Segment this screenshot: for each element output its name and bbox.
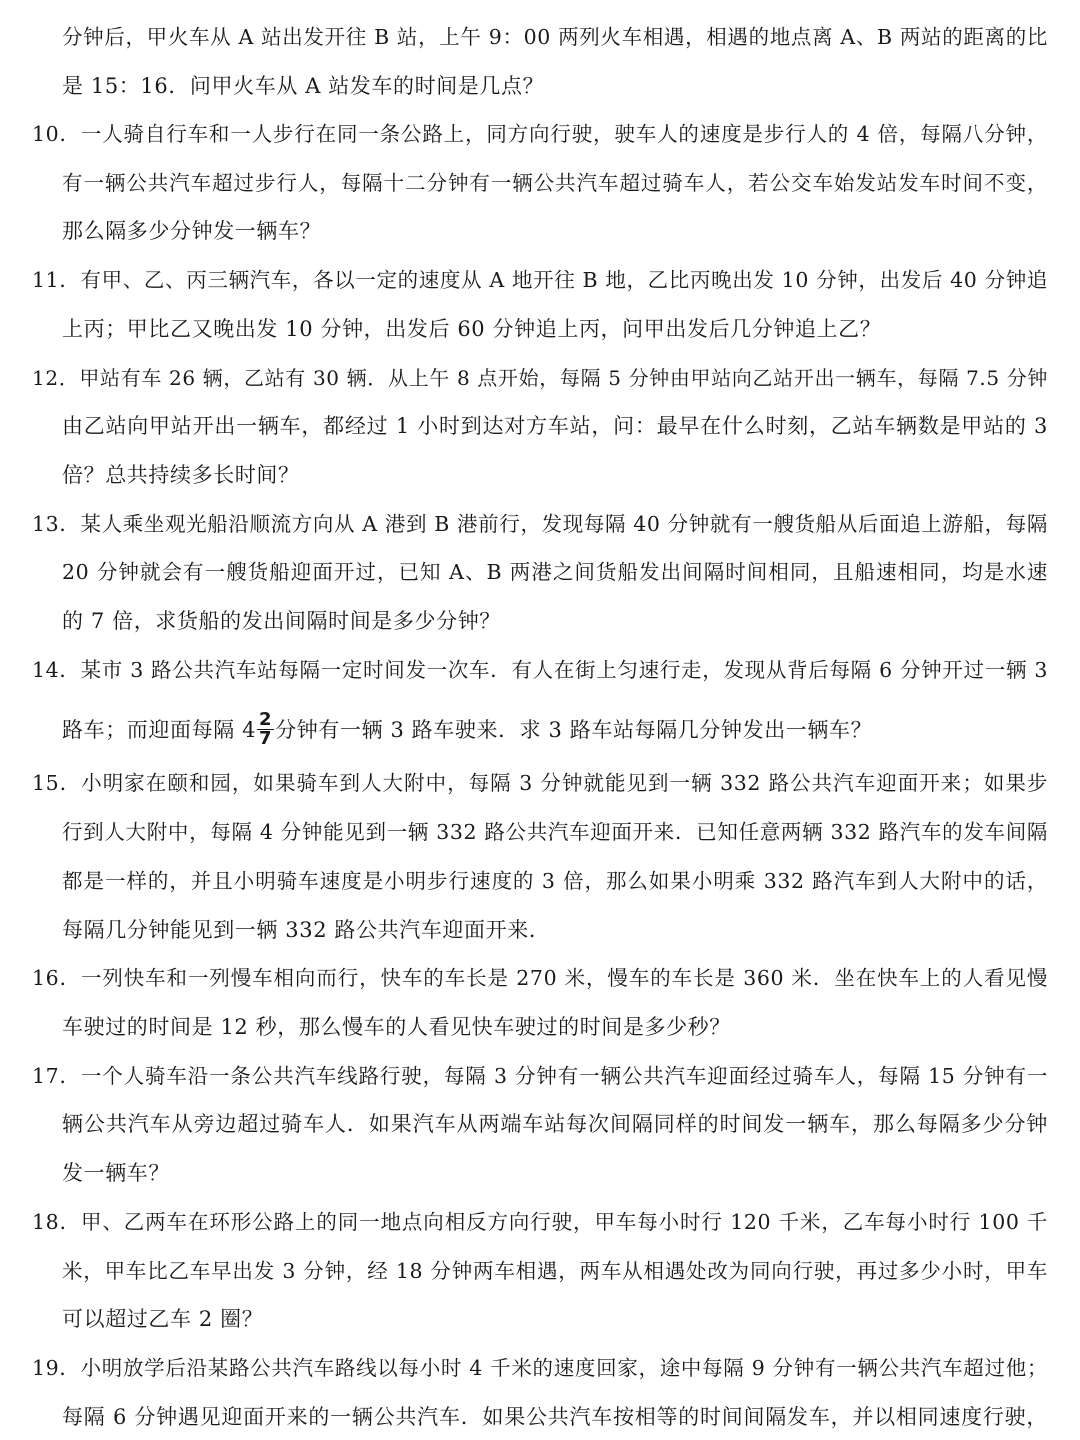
question-18-line-3: 可以超过乙车 2 圈？ <box>62 1307 264 1331</box>
text-line: 分钟后，甲火车从 A 站出发开往 B 站，上午 9：00 两列火车相遇，相遇的地点离 A、B 两站的距离的比 <box>62 25 1048 49</box>
question-12-line-2: 由乙站向甲站开出一辆车，都经过 1 小时到达对方车站，问：最早在什么时刻，乙站车辆数是甲站的 3 <box>62 414 1048 438</box>
question-19-line-2: 每隔 6 分钟遇见迎面开来的一辆公共汽车．如果公共汽车按相等的时间间隔发车，并以相同速度行驶， <box>62 1405 1048 1429</box>
question-11-line-2: 上丙；甲比乙又晚出发 10 分钟，出发后 60 分钟追上丙，问甲出发后几分钟追上乙？ <box>62 317 882 341</box>
question-17-line-1: 17．一个人骑车沿一条公共汽车线路行驶，每隔 3 分钟有一辆公共汽车迎面经过骑车人，每隔 15 分钟有一 <box>32 1064 1048 1088</box>
question-13-line-1: 13．某人乘坐观光船沿顺流方向从 A 港到 B 港前行，发现每隔 40 分钟就有一艘货船从后面追上游船，每隔 <box>32 512 1048 536</box>
question-17-line-3: 发一辆车？ <box>62 1161 170 1185</box>
question-17-line-2: 辆公共汽车从旁边超过骑车人．如果汽车从两端车站每次间隔同样的时间发一辆车，那么每隔多少分钟 <box>62 1112 1048 1136</box>
question-13-line-2: 20 分钟就会有一艘货船迎面开过，已知 A、B 两港之间货船发出间隔时间相同，且船速相同，均是水速 <box>62 560 1048 584</box>
question-15-line-4: 每隔几分钟能见到一辆 332 路公共汽车迎面开来． <box>62 918 551 942</box>
question-18-line-1: 18．甲、乙两车在环形公路上的同一地点向相反方向行驶，甲车每小时行 120 千米，乙车每小时行 100 千 <box>32 1210 1048 1234</box>
question-14-text-after: 分钟有一辆 3 路车驶来．求 3 路车站每隔几分钟发出一辆车？ <box>275 718 873 742</box>
question-16-line-1: 16．一列快车和一列慢车相向而行，快车的车长是 270 米，慢车的车长是 360 米．坐在快车上的人看见慢 <box>32 966 1048 990</box>
question-10-line-2: 有一辆公共汽车超过步行人，每隔十二分钟有一辆公共汽车超过骑车人，若公交车始发站发车时间不变， <box>62 171 1048 195</box>
fraction-denominator: 7 <box>259 728 273 749</box>
question-15-line-2: 行到人大附中，每隔 4 分钟能见到一辆 332 路公共汽车迎面开来．已知任意两辆 332 路汽车的发车间隔 <box>62 820 1048 844</box>
question-18-line-2: 米，甲车比乙车早出发 3 分钟，经 18 分钟两车相遇，两车从相遇处改为同向行驶，再过多少小时，甲车 <box>62 1259 1048 1283</box>
question-11-line-1: 11．有甲、乙、丙三辆汽车，各以一定的速度从 A 地开往 B 地，乙比丙晚出发 10 分钟，出发后 40 分钟追 <box>32 268 1048 292</box>
question-16-line-2: 车驶过的时间是 12 秒，那么慢车的人看见快车驶过的时间是多少秒？ <box>62 1015 731 1039</box>
question-14-line-1: 14．某市 3 路公共汽车站每隔一定时间发一次车．有人在街上匀速行走，发现从背后每隔 6 分钟开过一辆 3 <box>32 658 1048 682</box>
question-19-line-1: 19．小明放学后沿某路公共汽车路线以每小时 4 千米的速度回家，途中每隔 9 分钟有一辆公共汽车超过他； <box>32 1356 1048 1380</box>
fraction-numerator: 2 <box>259 709 273 730</box>
question-12-line-1: 12．甲站有车 26 辆，乙站有 30 辆．从上午 8 点开始，每隔 5 分钟由甲站向乙站开出一辆车，每隔 7.5 分钟 <box>32 366 1048 390</box>
question-10-line-1: 10．一人骑自行车和一人步行在同一条公路上，同方向行驶，驶车人的速度是步行人的 4 倍，每隔八分钟， <box>32 122 1048 146</box>
fraction <box>257 711 274 748</box>
question-12-line-3: 倍？总共持续多长时间？ <box>62 463 300 487</box>
text-line: 是 15：16．问甲火车从 A 站发车的时间是几点？ <box>62 74 545 98</box>
question-14-line-2 <box>62 700 1048 760</box>
question-13-line-3: 的 7 倍，求货船的发出间隔时间是多少分钟？ <box>62 609 501 633</box>
question-10-line-3: 那么隔多少分钟发一辆车？ <box>62 219 322 243</box>
question-15-line-3: 都是一样的，并且小明骑车速度是小明步行速度的 3 倍，那么如果小明乘 332 路汽车到人大附中的话， <box>62 869 1048 893</box>
question-14-text-before: 路车；而迎面每隔 4 <box>62 718 257 742</box>
question-15-line-1: 15．小明家在颐和园，如果骑车到人大附中，每隔 3 分钟就能见到一辆 332 路公共汽车迎面开来；如果步 <box>32 771 1048 795</box>
